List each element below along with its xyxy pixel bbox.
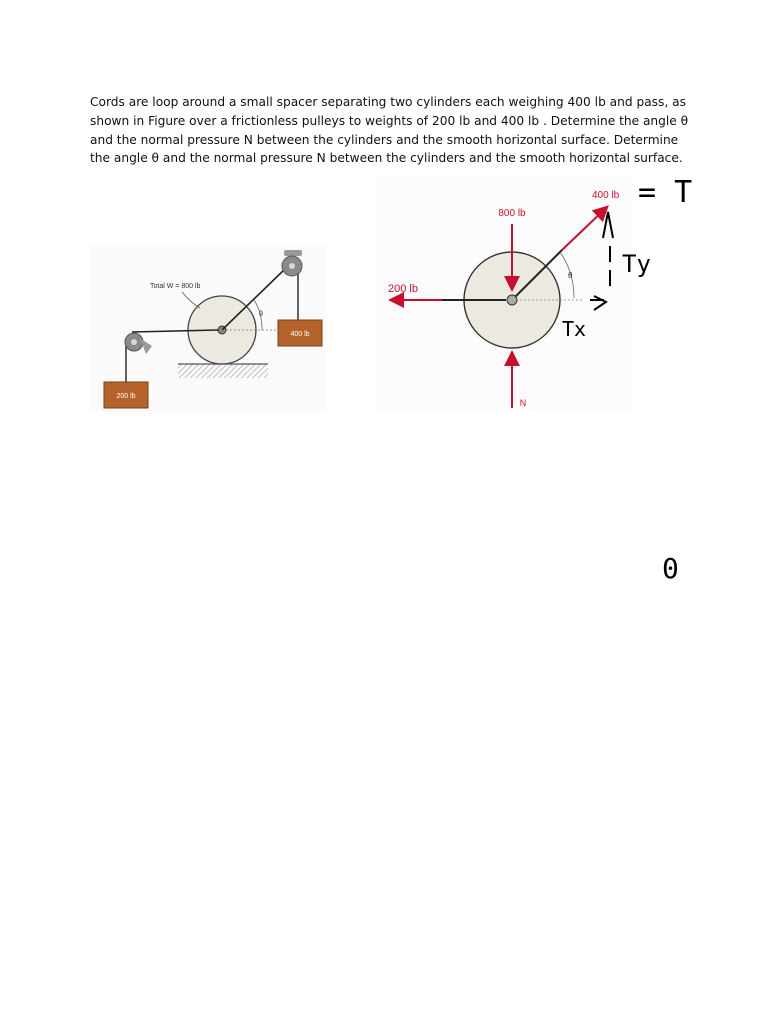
fbd-theta-label: θ bbox=[568, 271, 573, 280]
problem-statement: Cords are loop around a small spacer separating two cylinders each weighing 400 lb and pass, as shown in Figure over a frictionless pulleys to weights of 200 lb and 400 lb . Determine the angle θ and the normal pressure N between the cylinders and the smooth horizontal surface. Determine the angle θ and the normal pressure N between the cylinders and the smooth horizontal surface. bbox=[90, 95, 689, 166]
free-body-diagram bbox=[376, 176, 632, 412]
pulley-left-icon bbox=[125, 333, 152, 354]
fbd-spacer bbox=[507, 295, 517, 305]
hand-ty: Ty bbox=[622, 250, 651, 278]
weight-leader bbox=[182, 292, 200, 308]
ground-hatching bbox=[178, 364, 268, 378]
hand-zero: 0 bbox=[662, 552, 679, 585]
fbd-tension-label: 400 lb bbox=[592, 190, 620, 201]
crate-400-label: 400 lb bbox=[290, 331, 310, 338]
total-weight-label: Total W = 800 lb bbox=[150, 283, 201, 290]
theta-label: θ bbox=[259, 311, 263, 318]
fbd-normal-label: N bbox=[519, 398, 527, 408]
fbd-tension-arrow bbox=[562, 208, 606, 250]
crate-200-label: 200 lb bbox=[116, 393, 136, 400]
fbd-left-force-label: 200 lb bbox=[388, 283, 418, 295]
pulley-system-figure bbox=[90, 246, 326, 412]
fbd-weight-label: 800 lb bbox=[498, 208, 526, 219]
hand-tx: Tx bbox=[562, 317, 587, 341]
hand-equals-t: = T bbox=[638, 175, 693, 210]
pulley-top-icon bbox=[282, 250, 302, 276]
